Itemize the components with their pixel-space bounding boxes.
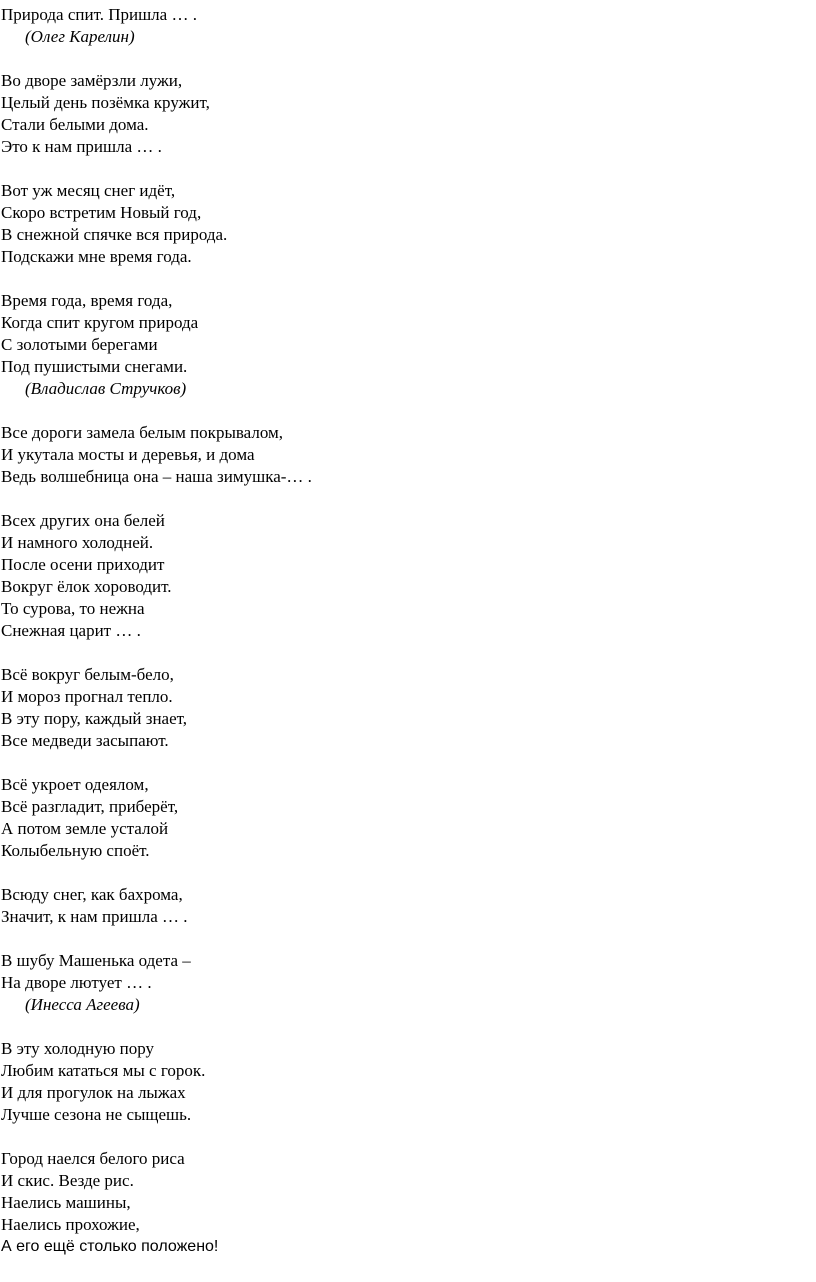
poem-line: Наелись машины, <box>1 1193 131 1212</box>
poem-line: Стали белыми дома. <box>1 115 149 134</box>
poem-line: После осени приходит <box>1 555 165 574</box>
poem-line: Колыбельную споёт. <box>1 841 150 860</box>
poem-author: (Инесса Агеева) <box>25 995 140 1014</box>
poem-line: Все медведи засыпают. <box>1 731 169 750</box>
poem-line: Всё укроет одеялом, <box>1 775 149 794</box>
stanza-gap <box>1 642 816 664</box>
poem-line: Лучше сезона не сыщешь. <box>1 1105 192 1124</box>
poem-line: В шубу Машенька одета – <box>1 951 191 970</box>
poem-line: Любим кататься мы с горок. <box>1 1061 206 1080</box>
poem-line: Всё вокруг белым-бело, <box>1 665 174 684</box>
stanza-gap <box>1 158 816 180</box>
poem-line: Это к нам пришла … . <box>1 137 162 156</box>
poem-line: Целый день позёмка кружит, <box>1 93 210 112</box>
stanza-gap <box>1 752 816 774</box>
poem-line: То сурова, то нежна <box>1 599 145 618</box>
poem-line: Подскажи мне время года. <box>1 247 192 266</box>
stanza-gap <box>1 1126 816 1148</box>
poem-line: С золотыми берегами <box>1 335 158 354</box>
poem-last-line: А его ещё столько положено! <box>1 1238 219 1255</box>
poem-line: И намного холодней. <box>1 533 154 552</box>
poem-line: А потом земле усталой <box>1 819 169 838</box>
stanza-gap <box>1 268 816 290</box>
poem-line: Природа спит. Пришла … . <box>1 5 197 24</box>
poem-line: Всё разгладит, приберёт, <box>1 797 179 816</box>
poem-line: Снежная царит … . <box>1 621 141 640</box>
stanza-gap <box>1 1016 816 1038</box>
poem-line: Значит, к нам пришла … . <box>1 907 188 926</box>
poem-author: (Олег Карелин) <box>25 27 135 46</box>
poem-line: Наелись прохожие, <box>1 1215 140 1234</box>
stanza-gap <box>1 862 816 884</box>
stanza-gap <box>1 928 816 950</box>
poem-line: Вот уж месяц снег идёт, <box>1 181 176 200</box>
poem-line: Время года, время года, <box>1 291 173 310</box>
poem-line: Всех других она белей <box>1 511 165 530</box>
poem-line: Город наелся белого риса <box>1 1149 185 1168</box>
stanza-gap <box>1 48 816 70</box>
poem-line: Все дороги замела белым покрывалом, <box>1 423 284 442</box>
poem-line: На дворе лютует … . <box>1 973 152 992</box>
poem-line: И скис. Везде рис. <box>1 1171 134 1190</box>
poem-line: И для прогулок на лыжах <box>1 1083 186 1102</box>
poem-line: В снежной спячке вся природа. <box>1 225 228 244</box>
stanza-gap <box>1 400 816 422</box>
poem-line: И мороз прогнал тепло. <box>1 687 173 706</box>
poem-line: В эту холодную пору <box>1 1039 155 1058</box>
poem-line: Когда спит кругом природа <box>1 313 199 332</box>
poem-line: Под пушистыми снегами. <box>1 357 188 376</box>
poem-line: Во дворе замёрзли лужи, <box>1 71 183 90</box>
stanza-gap <box>1 488 816 510</box>
poem-line: Скоро встретим Новый год, <box>1 203 202 222</box>
poem-line: Вокруг ёлок хороводит. <box>1 577 172 596</box>
poem-line: Всюду снег, как бахрома, <box>1 885 183 904</box>
poem-author: (Владислав Стручков) <box>25 379 187 398</box>
poem-line: Ведь волшебница она – наша зимушка-… . <box>1 467 312 486</box>
poem-line: В эту пору, каждый знает, <box>1 709 188 728</box>
poem-line: И укутала мосты и деревья, и дома <box>1 445 255 464</box>
